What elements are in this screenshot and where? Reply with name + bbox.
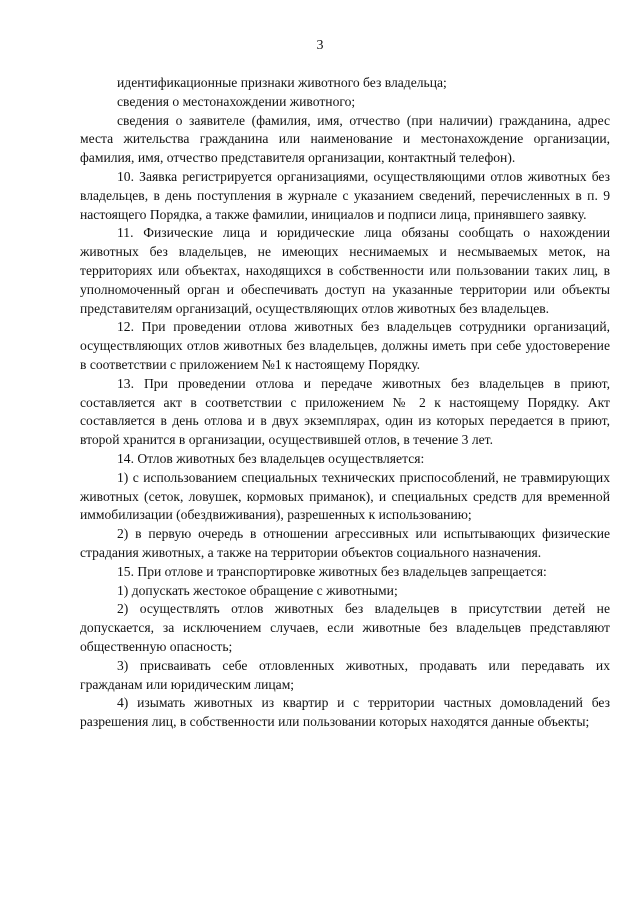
page-number: 3	[316, 38, 324, 53]
paragraph-clause-15: 15. При отлове и транспортировке животных без владельцев запрещается:	[117, 563, 547, 579]
document-body	[80, 74, 610, 732]
paragraph-animal-location: сведения о местонахождении животного;	[117, 93, 356, 109]
paragraph-clause-11: 11. Физические лица и юридические лица обязаны сообщать о нахождении животных без владельцев, не имеющих неснимаемых и несмываемых меток, на территориях или объектах, находящихся в собственности или пользовании таких лиц, в уполномоченный орган и обеспечивать доступ на указанные территории или объекты представителям организаций, осуществляющих отлов животных без владельцев.	[80, 225, 610, 316]
paragraph-clause-15-item-3: 3) присваивать себе отловленных животных, продавать или передавать их гражданам или юридическим лицам;	[80, 657, 610, 692]
paragraph-applicant-info: сведения о заявителе (фамилия, имя, отчество (при наличии) гражданина, адрес места жительства гражданина или наименование и местонахождение организации, фамилия, имя, отчество представителя организации, контактный телефон).	[80, 112, 610, 166]
paragraph-clause-15-item-1: 1) допускать жестокое обращение с животными;	[117, 582, 398, 598]
paragraph-clause-13: 13. При проведении отлова и передаче животных без владельцев в приют, составляется акт в соответствии с приложением № 2 к настоящему Порядку. Акт составляется в день отлова и в двух экземплярах, один из которых передается в приют, второй хранится в организации, осуществившей отлов, в течение 3 лет.	[80, 375, 610, 448]
paragraph-clause-12: 12. При проведении отлова животных без владельцев сотрудники организаций, осуществляющих отлов животных без владельцев, должны иметь при себе удостоверение в соответствии с приложением №1 к настоящему Порядку.	[80, 319, 610, 372]
paragraph-clause-10: 10. Заявка регистрируется организациями, осуществляющими отлов животных без владельцев, в день поступления в журнале с указанием сведений, перечисленных в п. 9 настоящего Порядка, а также фамилии, инициалов и подписи лица, принявшего заявку.	[80, 168, 610, 222]
paragraph-animal-identification: идентификационные признаки животного без владельца;	[117, 75, 447, 90]
paragraph-clause-14: 14. Отлов животных без владельцев осуществляется:	[117, 450, 425, 466]
paragraph-clause-15-item-2: 2) осуществлять отлов животных без владельцев в присутствии детей не допускается, за исключением случаев, если животные без владельцев представляют общественную опасность;	[80, 601, 610, 654]
paragraph-clause-15-item-4: 4) изымать животных из квартир и с территории частных домовладений без разрешения лиц, в собственности или пользовании которых находятся данные объекты;	[80, 695, 610, 730]
paragraph-clause-14-item-2: 2) в первую очередь в отношении агрессивных или испытывающих физические страдания животных, а также на территории объектов социального назначения.	[80, 526, 610, 560]
paragraph-clause-14-item-1: 1) с использованием специальных технических приспособлений, не травмирующих животных (сеток, ловушек, кормовых приманок), и специальных средств для временной иммобилизации (обездвиживания), разрешенных к использованию;	[80, 469, 610, 523]
